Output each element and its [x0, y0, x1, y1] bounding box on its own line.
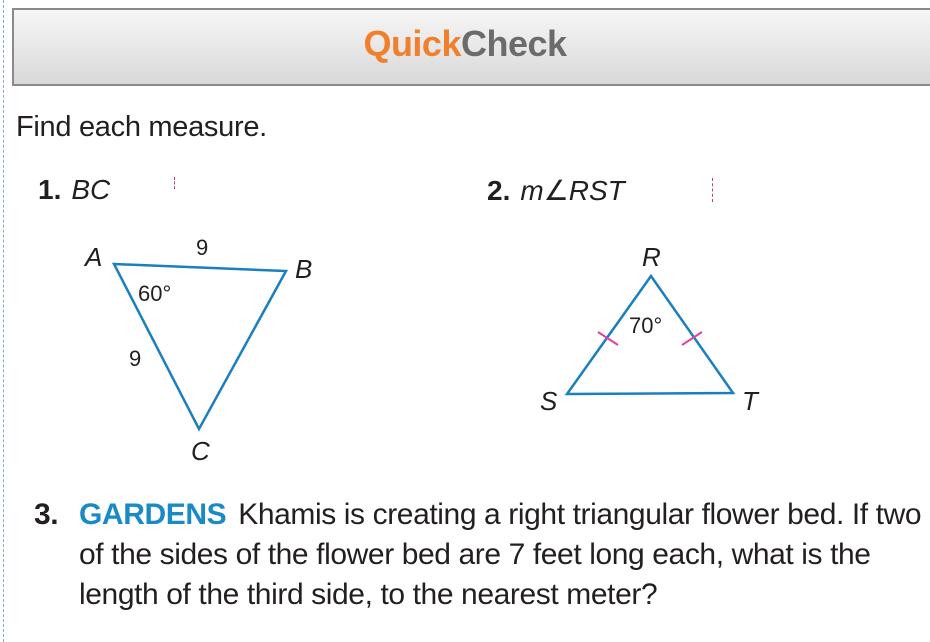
problem-2-number: 2. [487, 175, 511, 206]
vertex-label-a: A [85, 242, 103, 272]
congruence-tick-rs [598, 332, 618, 345]
banner-title-check: Check [460, 23, 567, 64]
vertex-label-b: B [295, 254, 313, 284]
problem-3-body [79, 495, 930, 615]
instruction-text: Find each measure. [16, 111, 267, 143]
problem-3-number: 3. [34, 498, 59, 531]
vertex-label-s: S [540, 386, 558, 416]
problem-1-number: 1. [38, 174, 62, 205]
side-label-ac: 9 [129, 346, 142, 371]
vertex-label-r: R [642, 242, 661, 272]
banner-title-quick: Quick [363, 23, 461, 64]
triangle-rst-figure [540, 242, 760, 416]
vertex-label-c: C [191, 436, 210, 466]
triangle-abc-figure [83, 235, 312, 466]
problem-3-text: Khamis is creating a right triangular flower bed. If two of the sides of the flower bed are 7 feet long each, what is the length of the third side, to the nearest meter? [79, 498, 922, 611]
vertex-label-t: T [742, 386, 758, 416]
angle-label-a: 60° [138, 281, 172, 306]
problem-1-prompt: BC [71, 174, 111, 205]
side-label-ab: 9 [196, 235, 209, 260]
problem-3-tag: GARDENS [79, 498, 227, 531]
problem-2-prompt: m∠RST [520, 175, 625, 206]
angle-label-r: 70° [629, 313, 663, 338]
